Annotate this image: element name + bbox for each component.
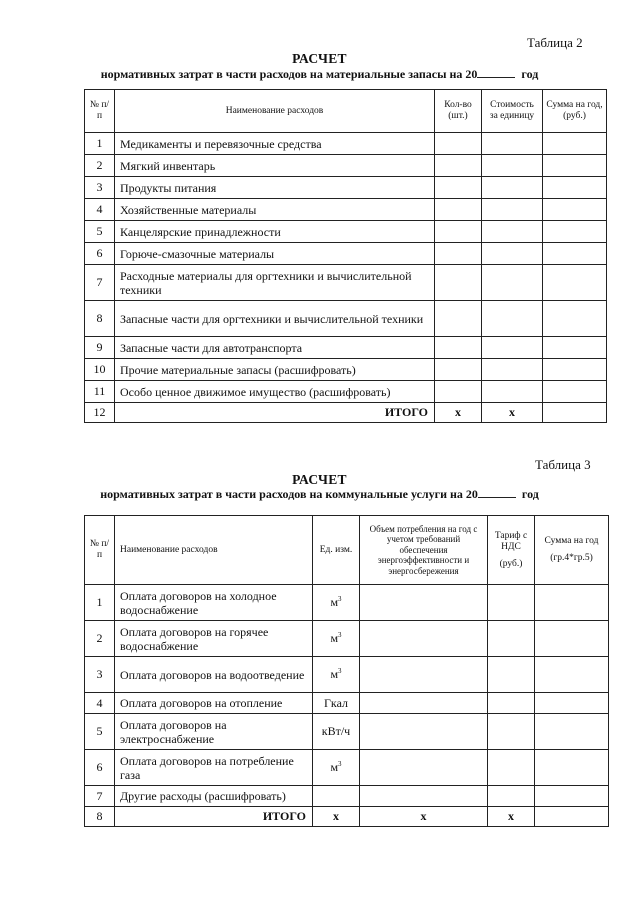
cell-sum (543, 359, 607, 381)
header-tariff-text: Тариф с НДС (494, 530, 528, 552)
cell-volume (360, 621, 488, 657)
table-row (85, 337, 607, 359)
header-num: № п/п (85, 516, 115, 585)
table-row (85, 750, 609, 786)
unit-text: м (330, 595, 339, 609)
header-sum: Сумма на год, (руб.) (543, 90, 607, 133)
table-row (85, 265, 607, 301)
total-sum (543, 403, 607, 423)
row-name: Мягкий инвентарь (115, 155, 435, 177)
cell-tariff (488, 657, 535, 693)
table2-title: РАСЧЕТ (292, 51, 347, 66)
row-unit (313, 621, 360, 657)
cell-sum (535, 585, 609, 621)
cell-sum (535, 621, 609, 657)
cell-sum (535, 786, 609, 807)
row-name: Горюче-смазочные материалы (115, 243, 435, 265)
row-name: Прочие материальные запасы (расшифровать) (115, 359, 435, 381)
table-row (85, 359, 607, 381)
cell-qty (435, 133, 482, 155)
total-row (85, 807, 609, 827)
total-volume-x: x (360, 807, 488, 827)
unit-text: кВт/ч (321, 724, 351, 738)
cell-sum (535, 657, 609, 693)
cell-sum (535, 714, 609, 750)
cell-sum (543, 265, 607, 301)
row-num: 5 (85, 714, 115, 750)
cell-price (482, 243, 543, 265)
row-num: 4 (85, 199, 115, 221)
cell-sum (543, 199, 607, 221)
header-name: Наименование расходов (115, 516, 313, 585)
cell-price (482, 359, 543, 381)
table3-title: РАСЧЕТ (292, 472, 347, 487)
table2-subtitle-year: год (521, 67, 539, 81)
total-sum (535, 807, 609, 827)
table2-subtitle-text: нормативных затрат в части расходов на материальные запасы на 20 (100, 67, 478, 81)
table2-header-row (85, 90, 607, 133)
total-num: 12 (85, 403, 115, 423)
cell-price (482, 177, 543, 199)
cell-sum (543, 243, 607, 265)
cell-volume (360, 585, 488, 621)
row-num: 1 (85, 133, 115, 155)
row-num: 8 (85, 301, 115, 337)
row-name: Медикаменты и перевязочные средства (115, 133, 435, 155)
cell-tariff (488, 693, 535, 714)
header-sum-formula: (гр.4*гр.5) (550, 553, 593, 563)
table-row (85, 657, 609, 693)
cell-qty (435, 381, 482, 403)
header-volume: Объем потребления на год с учетом требований обеспечения энергоэффективности и энергосбережения (360, 516, 488, 585)
table-row (85, 301, 607, 337)
total-tariff-x: x (488, 807, 535, 827)
cell-tariff (488, 714, 535, 750)
cell-qty (435, 301, 482, 337)
row-name: Оплата договоров на водоотведение (115, 657, 313, 693)
table-row (85, 177, 607, 199)
cell-sum (543, 221, 607, 243)
cell-qty (435, 177, 482, 199)
cell-sum (543, 155, 607, 177)
cell-qty (435, 221, 482, 243)
cell-qty (435, 359, 482, 381)
cell-sum (543, 133, 607, 155)
table3-subtitle-year: год (521, 487, 539, 501)
row-num: 4 (85, 693, 115, 714)
total-label: ИТОГО (115, 403, 435, 423)
row-num: 5 (85, 221, 115, 243)
row-name: Продукты питания (115, 177, 435, 199)
row-num: 9 (85, 337, 115, 359)
cell-sum (535, 750, 609, 786)
cell-volume (360, 786, 488, 807)
row-num: 7 (85, 265, 115, 301)
row-unit (313, 786, 360, 807)
table2-number: Таблица 2 (527, 35, 583, 50)
header-sum-text: Сумма на год (544, 536, 599, 546)
row-num: 3 (85, 177, 115, 199)
table3-number: Таблица 3 (535, 457, 591, 472)
row-name: Оплата договоров на холодное водоснабжение (115, 585, 313, 621)
table2 (84, 89, 607, 423)
unit-sup: 3 (338, 631, 342, 639)
cell-volume (360, 693, 488, 714)
table-row (85, 381, 607, 403)
table-row (85, 693, 609, 714)
row-num: 6 (85, 243, 115, 265)
cell-price (482, 381, 543, 403)
row-name: Оплата договоров на электроснабжение (115, 714, 313, 750)
total-row (85, 403, 607, 423)
cell-volume (360, 657, 488, 693)
header-tariff (488, 516, 535, 585)
row-name: Расходные материалы для оргтехники и вычислительной техники (115, 265, 435, 301)
row-name: Запасные части для оргтехники и вычислительной техники (115, 301, 435, 337)
cell-price (482, 265, 543, 301)
cell-price (482, 133, 543, 155)
row-num: 11 (85, 381, 115, 403)
header-price: Стоимость за единицу (482, 90, 543, 133)
table-row (85, 133, 607, 155)
cell-price (482, 221, 543, 243)
table2-subtitle (0, 67, 639, 82)
unit-sup: 3 (338, 595, 342, 603)
year-blank (477, 67, 515, 78)
row-unit (313, 657, 360, 693)
total-unit-x: x (313, 807, 360, 827)
row-name: Запасные части для автотранспорта (115, 337, 435, 359)
unit-text: м (330, 667, 339, 681)
row-num: 3 (85, 657, 115, 693)
row-name: Особо ценное движимое имущество (расшифровать) (115, 381, 435, 403)
row-num: 2 (85, 155, 115, 177)
cell-price (482, 337, 543, 359)
cell-qty (435, 243, 482, 265)
cell-volume (360, 750, 488, 786)
row-name: Оплата договоров на потребление газа (115, 750, 313, 786)
table-row (85, 155, 607, 177)
table-row (85, 714, 609, 750)
row-name: Оплата договоров на горячее водоснабжение (115, 621, 313, 657)
row-num: 10 (85, 359, 115, 381)
header-qty: Кол-во (шт.) (435, 90, 482, 133)
unit-sup: 3 (338, 667, 342, 675)
cell-sum (535, 693, 609, 714)
cell-tariff (488, 750, 535, 786)
row-name: Оплата договоров на отопление (115, 693, 313, 714)
cell-qty (435, 155, 482, 177)
table-row (85, 621, 609, 657)
table-row (85, 585, 609, 621)
row-unit (313, 714, 360, 750)
cell-qty (435, 337, 482, 359)
row-num: 2 (85, 621, 115, 657)
table-row (85, 221, 607, 243)
row-name: Другие расходы (расшифровать) (115, 786, 313, 807)
cell-sum (543, 337, 607, 359)
total-num: 8 (85, 807, 115, 827)
row-num: 1 (85, 585, 115, 621)
header-num: № п/п (85, 90, 115, 133)
table3-subtitle-text: нормативных затрат в части расходов на коммунальные услуги на 20 (100, 487, 478, 501)
cell-sum (543, 301, 607, 337)
cell-qty (435, 265, 482, 301)
header-unit: Ед. изм. (313, 516, 360, 585)
cell-qty (435, 199, 482, 221)
cell-tariff (488, 585, 535, 621)
row-name: Хозяйственные материалы (115, 199, 435, 221)
table-row (85, 199, 607, 221)
table-row (85, 786, 609, 807)
row-unit (313, 693, 360, 714)
cell-tariff (488, 786, 535, 807)
total-qty-x: x (435, 403, 482, 423)
row-unit (313, 750, 360, 786)
table3 (84, 515, 609, 827)
year-blank (478, 487, 516, 498)
row-num: 7 (85, 786, 115, 807)
unit-text: м (330, 631, 339, 645)
row-num: 6 (85, 750, 115, 786)
table3-subtitle (0, 487, 639, 502)
table3-header-row (85, 516, 609, 585)
unit-text: Гкал (323, 695, 348, 710)
row-name: Канцелярские принадлежности (115, 221, 435, 243)
table-row (85, 243, 607, 265)
unit-text: м (330, 760, 339, 774)
cell-price (482, 199, 543, 221)
cell-tariff (488, 621, 535, 657)
cell-volume (360, 714, 488, 750)
total-price-x: x (482, 403, 543, 423)
total-label: ИТОГО (115, 807, 313, 827)
cell-price (482, 155, 543, 177)
row-unit (313, 585, 360, 621)
cell-sum (543, 381, 607, 403)
unit-sup: 3 (338, 760, 342, 768)
header-sum (535, 516, 609, 585)
cell-price (482, 301, 543, 337)
cell-sum (543, 177, 607, 199)
header-tariff-unit: (руб.) (499, 558, 523, 569)
header-name: Наименование расходов (115, 90, 435, 133)
